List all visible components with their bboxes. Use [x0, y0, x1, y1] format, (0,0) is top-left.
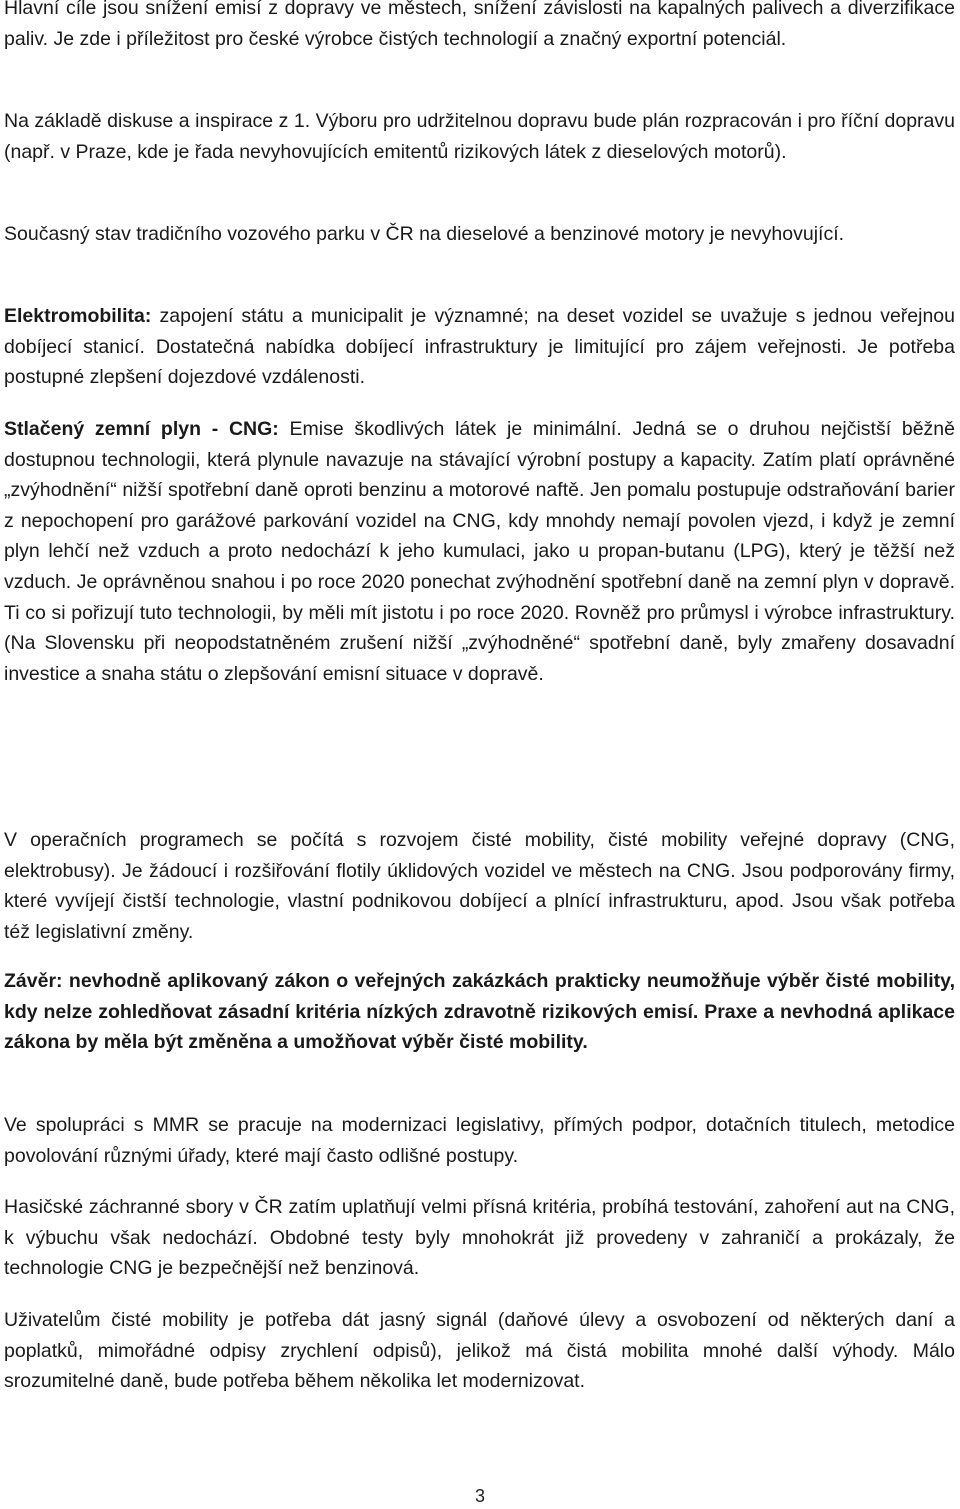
- page-number: 3: [474, 1486, 485, 1506]
- electromobility-heading: Elektromobilita:: [4, 305, 152, 327]
- cng-heading: Stlačený zemní plyn - CNG:: [4, 418, 279, 440]
- paragraph-fire-brigades: Hasičské záchranné sbory v ČR zatím uplatňují velmi přísná kritéria, probíhá testování, zahoření aut na CNG, k výbuchu však nedochází. Obdobné testy byly mnohokrát již provedeny v zahraničí a prokázaly, že technologie CNG je bezpečnější než benzinová.: [4, 1196, 955, 1280]
- paragraph-electromobility: [4, 301, 955, 393]
- paragraph-users-signal: Uživatelům čisté mobility je potřeba dát jasný signál (daňové úlevy a osvobození od některých daní a poplatků, mimořádné odpisy zrychlení odpisů), jelikož má čistá mobilita mnohé další výhody. Málo srozumitelné daně, bude potřeba během několika let modernizovat.: [4, 1309, 955, 1393]
- cng-text: Emise škodlivých látek je minimální. Jedná se o druhou nejčistší běžně dostupnou technologii, která plynule navazuje na stávající výrobní postupy a kapacity. Zatím platí oprávněné „zvýhodnění“ nižší spotřební daně oproti benzinu a motorové naftě. Jen pomalu postupuje odstraňování barier z nepochopení pro garážové parkování vozidel na CNG, kdy mnohdy nemají povolen vjezd, i když je zemní plyn lehčí než vzduch a proto nedochází k jeho kumulaci, jako u propan-butanu (LPG), který je těžší než vzduch. Je oprávněnou snahou i po roce 2020 ponechat zvýhodnění spotřební daně na zemní plyn v dopravě. Ti co si pořizují tuto technologii, by měli mít jistotu i po roce 2020. Rovněž pro průmysl i výrobce infrastruktury. (Na Slovensku při neopodstatněném zrušení nižší „zvýhodněné“ spotřební daně, byly zmařeny dosavadní investice a snaha státu o zlepšování emisní situace v dopravě.: [4, 418, 955, 685]
- paragraph-cng: [4, 414, 955, 689]
- electromobility-text: zapojení státu a municipalit je významné; na deset vozidel se uvažuje s jednou veřejnou dobíjecí stanicí. Dostatečná nabídka dobíjecí infrastruktury je limitující pro zájem veřejnosti. Je potřeba postupné zlepšení dojezdové vzdálenosti.: [4, 305, 955, 389]
- paragraph-operational-programmes: V operačních programech se počítá s rozvojem čisté mobility, čisté mobility veřejné dopravy (CNG, elektrobusy). Je žádoucí i rozšiřování flotily úklidových vozidel ve městech na CNG. Jsou podporovány firmy, které vyvíjejí čistší technologie, vlastní podnikovou dobíjecí a plnící infrastrukturu, apod. Jsou však potřeba též legislativní změny.: [4, 829, 955, 943]
- paragraph-goals: Hlavní cíle jsou snížení emisí z dopravy ve městech, snížení závislosti na kapalných palivech a diverzifikace paliv. Je zde i příležitost pro české výrobce čistých technologií a značný exportní potenciál.: [4, 0, 955, 50]
- paragraph-conclusion: Závěr: nevhodně aplikovaný zákon o veřejných zakázkách prakticky neumožňuje výběr čisté mobility, kdy nelze zohledňovat zásadní kritéria nízkých zdravotně rizikových emisí. Praxe a nevhodná aplikace zákona by měla být změněna a umožňovat výběr čisté mobility.: [4, 970, 955, 1054]
- paragraph-current-fleet: Současný stav tradičního vozového parku v ČR na dieselové a benzinové motory je nevyhovující.: [4, 223, 845, 245]
- paragraph-river-transport: Na základě diskuse a inspirace z 1. Výboru pro udržitelnou dopravu bude plán rozpracován i pro říční dopravu (např. v Praze, kde je řada nevyhovujících emitentů rizikových látek z dieselových motorů).: [4, 110, 955, 163]
- paragraph-mmr-cooperation: Ve spolupráci s MMR se pracuje na modernizaci legislativy, přímých podpor, dotačních titulech, metodice povolování různými úřady, které mají často odlišné postupy.: [4, 1114, 955, 1167]
